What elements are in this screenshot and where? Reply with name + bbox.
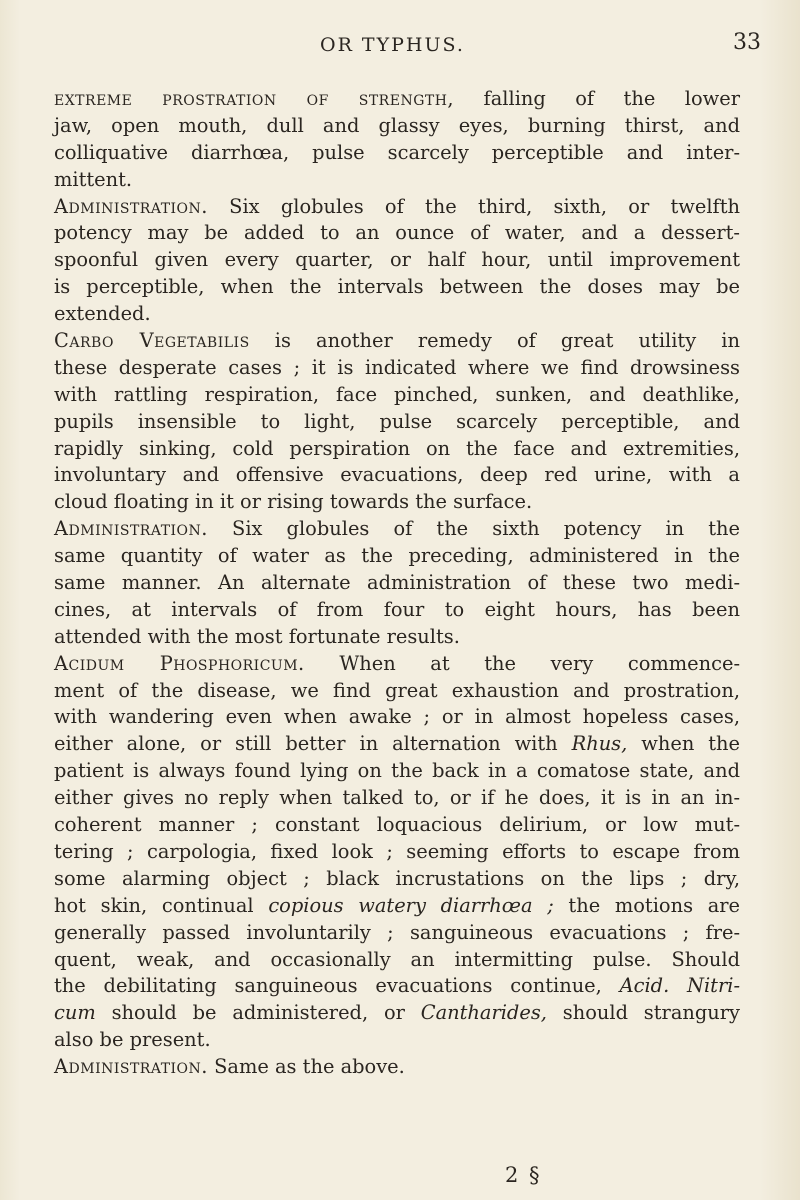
text-line	[54, 1054, 740, 1081]
text-line	[54, 436, 740, 463]
text-line	[54, 382, 740, 409]
text-run: rapidly sinking, cold perspiration on the face and extremities,	[54, 436, 740, 460]
text-run: quent, weak, and occasionally an intermitting pulse. Should	[54, 947, 740, 971]
text-run: mittent.	[54, 167, 133, 191]
text-run: pupils insensible to light, pulse scarcely perceptible, and	[54, 409, 740, 433]
text-line	[54, 704, 740, 731]
text-run: tering ; carpologia, fixed look ; seeming efforts to escape from	[54, 839, 740, 863]
text-line	[54, 274, 740, 301]
text-run: involuntary and offensive evacuations, deep red urine, with a	[54, 463, 740, 487]
text-line	[54, 947, 740, 974]
text-line	[54, 866, 740, 893]
text-line	[54, 570, 740, 597]
text-run: cloud floating in it or rising towards the surface.	[54, 490, 533, 514]
text-run: the debilitating sanguineous evacuations continue,	[54, 974, 620, 998]
text-run: cines, at intervals of from four to eight hours, has been	[54, 597, 740, 621]
text-run: generally passed involuntarily ; sanguineous evacuations ; fre-	[54, 920, 740, 944]
text-line	[54, 409, 740, 436]
text-line	[54, 194, 740, 221]
section-heading: Administration.	[54, 194, 208, 218]
text-line	[54, 812, 740, 839]
text-line	[54, 220, 740, 247]
text-line	[54, 328, 740, 355]
text-run: with wandering even when awake ; or in almost hopeless cases,	[54, 705, 740, 729]
text-run: coherent manner ; constant loquacious delirium, or low mut-	[54, 813, 740, 837]
text-line	[54, 893, 740, 920]
text-line	[54, 247, 740, 274]
text-run: should strangury	[546, 1001, 740, 1025]
text-line	[54, 167, 740, 194]
text-line	[54, 651, 740, 678]
text-line	[54, 1000, 740, 1027]
body-text	[54, 86, 740, 1081]
text-line	[54, 1027, 740, 1054]
text-run: is perceptible, when the intervals between the doses may be	[54, 275, 740, 299]
text-run: also be present.	[54, 1028, 211, 1052]
text-run: same manner. An alternate administration of these two medi-	[54, 571, 740, 595]
text-line	[54, 785, 740, 812]
text-line	[54, 140, 740, 167]
italic-term: Acid. Nitri-	[619, 974, 740, 998]
text-run: either gives no reply when talked to, or if he does, it is in an in-	[54, 786, 740, 810]
text-run: colliquative diarrhœa, pulse scarcely perceptible and inter-	[54, 140, 740, 164]
text-run: Six globules of the sixth potency in the	[207, 517, 740, 541]
text-run: same quantity of water as the preceding, administered in the	[54, 544, 740, 568]
italic-term: copious watery diarrhœa ;	[268, 893, 554, 917]
text-run: ment of the disease, we find great exhaustion and prostration,	[54, 678, 740, 702]
text-line	[54, 920, 740, 947]
text-line	[54, 86, 740, 113]
text-line	[54, 731, 740, 758]
catchword: 2 §	[505, 1163, 540, 1187]
text-line	[54, 489, 740, 516]
text-run: should be administered, or	[95, 1001, 421, 1025]
text-line	[54, 758, 740, 785]
text-line	[54, 113, 740, 140]
section-heading: Administration.	[54, 517, 208, 541]
section-heading: Acidum Phosphoricum.	[54, 651, 305, 675]
text-line	[54, 301, 740, 328]
text-run: jaw, open mouth, dull and glassy eyes, burning thirst, and	[54, 113, 740, 137]
text-run: spoonful given every quarter, or half hour, until improvement	[54, 248, 740, 272]
text-run: is another remedy of great utility in	[249, 329, 740, 353]
page-header	[0, 30, 800, 60]
text-line	[54, 355, 740, 382]
text-run: attended with the most fortunate results.	[54, 624, 460, 648]
text-line	[54, 973, 740, 1000]
text-run: these desperate cases ; it is indicated where we find drowsiness	[54, 355, 740, 379]
text-run: patient is always found lying on the back in a comatose state, and	[54, 759, 740, 783]
text-run: the motions are	[553, 893, 740, 917]
text-run: potency may be added to an ounce of water, and a dessert-	[54, 221, 740, 245]
section-heading: Administration.	[54, 1055, 208, 1079]
text-run: some alarming object ; black incrustations on the lips ; dry,	[54, 866, 740, 890]
text-run: with rattling respiration, face pinched, sunken, and deathlike,	[54, 382, 740, 406]
text-line	[54, 678, 740, 705]
section-heading: Carbo Vegetabilis	[54, 329, 250, 353]
text-run: Same as the above.	[207, 1055, 405, 1079]
text-line	[54, 839, 740, 866]
text-run: Six globules of the third, sixth, or twelfth	[207, 194, 740, 218]
text-run: falling of the lower	[454, 87, 740, 110]
text-run: hot skin, continual	[54, 893, 269, 917]
text-run: when the	[627, 732, 741, 756]
text-run: When at the very commence-	[304, 651, 741, 675]
italic-term: Cantharides,	[420, 1001, 547, 1025]
section-heading: extreme prostration of strength,	[54, 87, 455, 110]
text-line	[54, 597, 740, 624]
running-head: OR TYPHUS.	[320, 34, 465, 56]
text-run: either alone, or still better in alternation with	[54, 732, 572, 756]
italic-term: Rhus,	[571, 732, 628, 756]
page-number: 33	[733, 30, 761, 55]
text-line	[54, 516, 740, 543]
text-run: extended.	[54, 302, 151, 326]
text-line	[54, 462, 740, 489]
italic-term: cum	[54, 1001, 96, 1025]
text-line	[54, 543, 740, 570]
text-line	[54, 624, 740, 651]
